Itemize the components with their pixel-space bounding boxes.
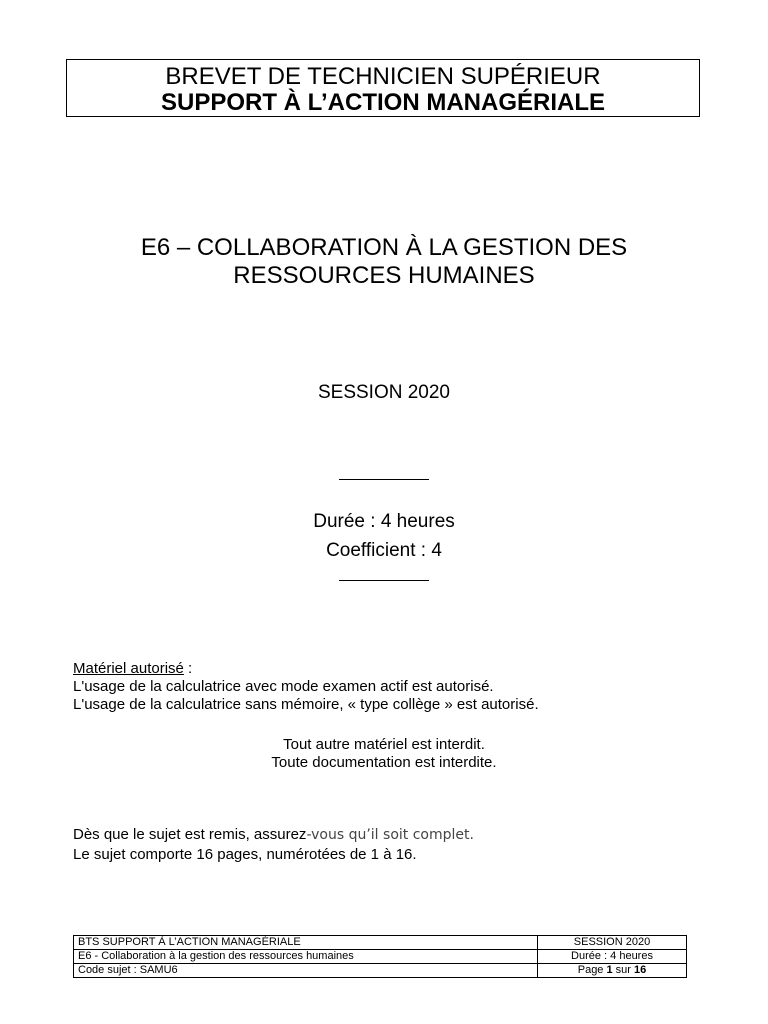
footer-cell-duration: Durée : 4 heures [538, 950, 687, 964]
divider-bottom [339, 580, 429, 581]
completeness-line1-a: Dès que le sujet est remis, assurez [73, 826, 307, 843]
exam-title-line2: RESSOURCES HUMAINES [233, 262, 535, 289]
table-row [74, 936, 687, 950]
footer-table [73, 935, 687, 978]
footer-cell-session: SESSION 2020 [538, 936, 687, 950]
session-label: SESSION 2020 [317, 382, 451, 403]
duration-text: Durée : 4 heures [313, 511, 455, 532]
materiel-line2: L'usage de la calculatrice sans mémoire, « type collège » est autorisé. [73, 696, 539, 713]
exam-title [0, 234, 768, 290]
completeness-line1-b: -vous qu’il soit complet. [306, 827, 474, 843]
footer-cell-code: Code sujet : SAMU6 [74, 964, 538, 978]
interdit-section [0, 736, 768, 772]
completeness-line1 [73, 825, 474, 845]
coefficient-text: Coefficient : 4 [326, 540, 442, 561]
materiel-heading [73, 660, 539, 678]
diploma-title: BREVET DE TECHNICIEN SUPÉRIEUR [165, 63, 601, 90]
table-row [74, 950, 687, 964]
page-prefix: Page [577, 964, 607, 976]
materiel-heading-label: Matériel autorisé [73, 660, 184, 677]
materiel-heading-colon: : [183, 660, 193, 677]
footer-cell-epreuve: E6 - Collaboration à la gestion des ressources humaines [74, 950, 538, 964]
divider-top [339, 479, 429, 480]
footer-cell-page [538, 964, 687, 978]
table-row [74, 964, 687, 978]
header-box [66, 59, 700, 117]
footer-cell-diploma: BTS SUPPORT À L’ACTION MANAGÉRIALE [74, 936, 538, 950]
materiel-section [73, 660, 539, 714]
diploma-specialty: SUPPORT À L’ACTION MANAGÉRIALE [160, 89, 605, 116]
completeness-line2: Le sujet comporte 16 pages, numérotées de 1 à 16. [73, 846, 417, 863]
interdit-line1: Tout autre matériel est interdit. [283, 736, 485, 753]
page-mid: sur [612, 964, 635, 976]
materiel-line1: L'usage de la calculatrice avec mode examen actif est autorisé. [73, 678, 494, 695]
page-number: 1 [606, 964, 613, 976]
interdit-line2: Toute documentation est interdite. [271, 754, 497, 771]
completeness-notice [73, 825, 474, 864]
page-total: 16 [634, 964, 647, 976]
exam-title-line1: E6 – COLLABORATION À LA GESTION DES [140, 234, 628, 261]
duration-block [0, 507, 768, 565]
